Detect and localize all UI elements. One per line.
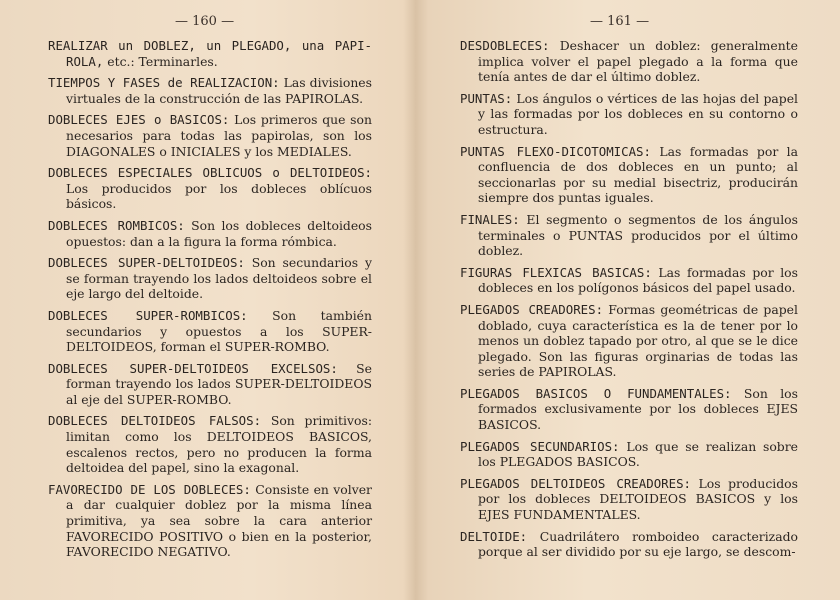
glossary-term: DELTOIDE: — [460, 528, 528, 544]
glossary-term: DESDOBLECES: — [460, 38, 550, 53]
glossary-term: PLEGADOS CREADORES: — [460, 301, 604, 317]
glossary-entry — [48, 361, 372, 408]
glossary-entry — [460, 476, 798, 523]
glossary-entry — [48, 218, 372, 249]
left-entries — [48, 38, 372, 560]
glossary-term: PLEGADOS SECUNDARIOS: — [460, 438, 620, 454]
glossary-entry — [48, 165, 372, 212]
glossary-entry — [460, 91, 798, 138]
glossary-definition: El segmento o segmentos de los ángulos terminales o PUNTAS producidos por el último doblez. — [478, 211, 798, 259]
glossary-entry — [460, 144, 798, 206]
glossary-definition: Formas geométricas de papel doblado, cuya característica es la de tener por lo menos un doblez tapado por otro, al que se le dice plegado. Son las figuras orginarias de todas las series de PAPIROLAS. — [478, 301, 798, 380]
right-page — [420, 0, 840, 600]
left-page — [0, 0, 410, 600]
glossary-term: DOBLECES ROMBICOS: — [48, 217, 185, 233]
glossary-definition: Los producidos por los dobleces DELTOIDEOS BASICOS y los EJES FUNDAMENTALES. — [478, 475, 798, 523]
glossary-definition: Son también secundarios y opuestos a los SUPER-DELTOIDEOS, forman el SUPER-ROMBO. — [66, 307, 372, 355]
glossary-term: FIGURAS FLEXICAS BASICAS: — [460, 264, 652, 280]
glossary-definition: Son los formados exclusivamente por los dobleces EJES BASICOS. — [478, 385, 798, 433]
glossary-term: TIEMPOS Y FASES de REALIZACION: — [48, 75, 280, 91]
glossary-definition: Deshacer un doblez: generalmente implica volver el papel plegado a la forma que tenía antes de dar el último doblez. — [478, 38, 798, 85]
glossary-term: DOBLECES SUPER-DELTOIDEOS: — [48, 255, 245, 271]
glossary-entry — [460, 302, 798, 380]
glossary-term: DOBLECES DELTOIDEOS FALSOS: — [48, 413, 262, 429]
glossary-definition: Las formadas por la confluencia de dos dobleces en un punto; al seccionarlas por su medial bisectriz, producirán siempre dos puntas iguales. — [478, 143, 798, 206]
right-entries — [460, 38, 798, 560]
glossary-entry — [460, 212, 798, 259]
glossary-term: PUNTAS: — [460, 90, 513, 106]
glossary-entry — [460, 439, 798, 470]
glossary-definition: Las divisiones virtuales de la construcción de las PAPIROLAS. — [66, 75, 372, 106]
glossary-entry — [460, 38, 798, 85]
glossary-term: DOBLECES SUPER-ROMBICOS: — [48, 307, 248, 323]
glossary-definition: Los que se realizan sobre los PLEGADOS BASICOS. — [478, 438, 798, 470]
glossary-entry — [460, 386, 798, 433]
glossary-entry — [48, 112, 372, 159]
glossary-entry — [48, 413, 372, 475]
glossary-term: DOBLECES SUPER-DELTOIDEOS EXCELSOS: — [48, 360, 338, 376]
glossary-definition: Consiste en volver a dar cualquier doblez por la misma línea primitiva, ya sea sobre la cara anterior FAVORECIDO POSITIVO o bien en la posterior, FAVORECIDO NEGATIVO. — [66, 481, 372, 560]
glossary-definition: etc.: Terminarles. — [103, 53, 218, 69]
glossary-entry — [460, 529, 798, 560]
glossary-definition: Cuadrilátero romboideo caracterizado porque al ser dividido por su eje largo, se descom- — [478, 528, 798, 560]
glossary-entry — [48, 75, 372, 106]
page-number-left: — 160 — — [175, 14, 235, 29]
glossary-entry — [48, 38, 372, 69]
glossary-term: FINALES: — [460, 211, 520, 227]
glossary-definition: Se forman trayendo los lados SUPER-DELTOIDEOS al eje del SUPER-ROMBO. — [66, 360, 372, 407]
glossary-definition: Los producidos por los dobleces oblícuos básicos. — [66, 180, 372, 212]
page-number-right: — 161 — — [590, 14, 650, 29]
glossary-entry — [48, 308, 372, 355]
glossary-entry — [460, 265, 798, 296]
glossary-term: PLEGADOS BASICOS O FUNDAMENTALES: — [460, 385, 732, 401]
glossary-term: DOBLECES ESPECIALES OBLICUOS o DELTOIDEOS: — [48, 165, 372, 181]
glossary-definition: Las formadas por los dobleces en los polígonos básicos del papel usado. — [478, 264, 798, 296]
glossary-definition: Son primitivos: limitan como los DELTOIDEOS BASICOS, escalenos rectos, pero no producen la forma deltoidea del papel, sino la exagonal. — [66, 413, 372, 476]
glossary-term: PLEGADOS DELTOIDEOS CREADORES: — [460, 475, 691, 491]
glossary-term: FAVORECIDO DE LOS DOBLECES: — [48, 481, 251, 497]
glossary-entry — [48, 255, 372, 302]
glossary-entry — [48, 482, 372, 560]
glossary-term: REALIZAR un DOBLEZ, un PLEGADO, una PAPI-ROLA, — [48, 38, 372, 69]
glossary-definition: Son los dobleces deltoideos opuestos: dan a la figura la forma rómbica. — [66, 217, 372, 249]
glossary-definition: Los ángulos o vértices de las hojas del papel y las formadas por los dobleces en su contorno o estructura. — [478, 90, 798, 137]
glossary-definition: Los primeros que son necesarios para todas las papirolas, son los DIAGONALES o INICIALES y los MEDIALES. — [66, 112, 372, 159]
glossary-term: DOBLECES EJES o BASICOS: — [48, 112, 230, 128]
glossary-term: PUNTAS FLEXO-DICOTOMICAS: — [460, 143, 651, 159]
glossary-definition: Son secundarios y se forman trayendo los lados deltoideos sobre el eje largo del deltoide. — [66, 255, 372, 302]
